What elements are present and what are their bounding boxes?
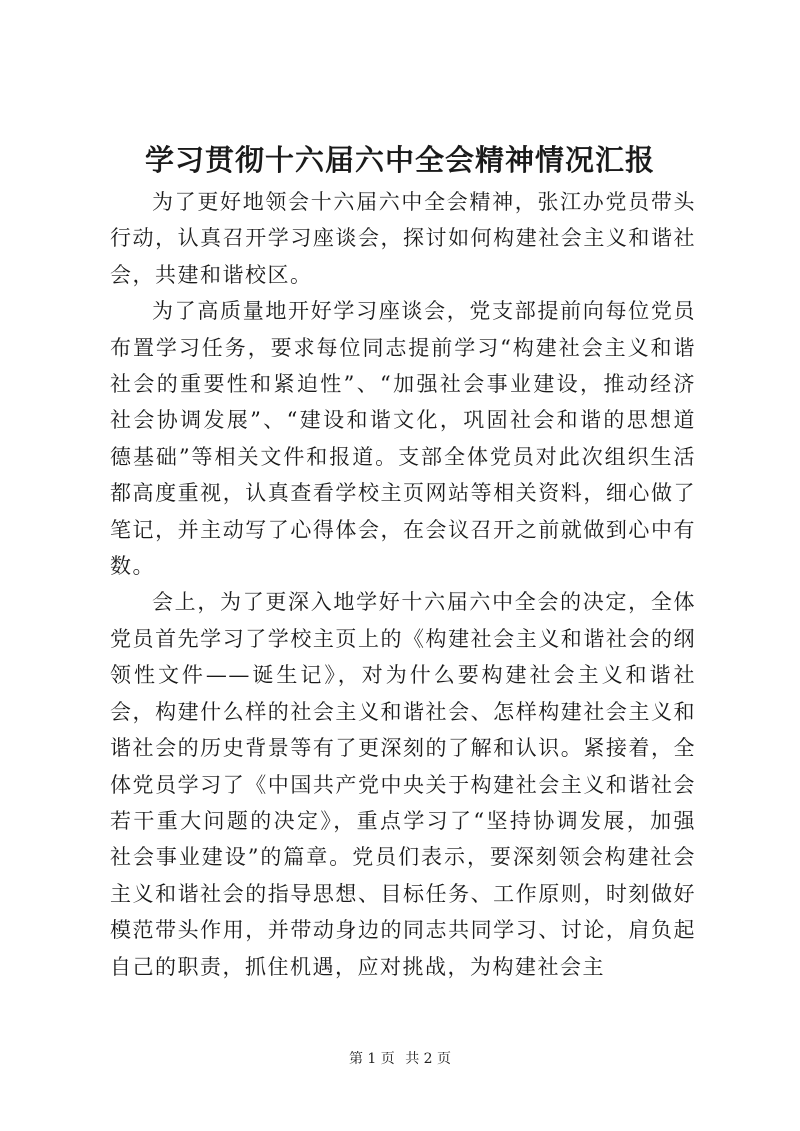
page-footer — [0, 1049, 800, 1069]
document-title: 学习贯彻十六届六中全会精神情况汇报 — [144, 143, 655, 177]
paragraph-meeting: 会上，为了更深入地学好十六届六中全会的决定，全体党员首先学习了学校主页上的《构建社会主义和谐社会的纲领性文件——诞生记》，对为什么要构建社会主义和谐社会，构建什么样的社会主义和谐社会、怎样构建社会主义和谐社会的历史背景等有了更深刻的了解和认识。紧接着，全体党员学习了《中国共产党中央关于构建社会主义和谐社会若干重大问题的决定》，重点学习了“坚持协调发展，加强社会事业建设”的篇章。党员们表示，要深刻领会构建社会主义和谐社会的指导思想、目标任务、工作原则，时刻做好模范带头作用，并带动身边的同志共同学习、讨论，肩负起自己的职责，抓住机遇，应对挑战，为构建社会主 — [110, 590, 696, 979]
page-total: 共 2 页 — [405, 1051, 452, 1067]
paragraph-intro: 为了更好地领会十六届六中全会精神，张江办党员带头行动，认真召开学习座谈会，探讨如何构建社会主义和谐社会，共建和谐校区。 — [110, 190, 696, 287]
page-number: 第 1 页 — [348, 1051, 395, 1067]
document-body — [110, 184, 696, 985]
paragraph-preparation: 为了高质量地开好学习座谈会，党支部提前向每位党员布置学习任务，要求每位同志提前学习“构建社会主义和谐社会的重要性和紧迫性”、“加强社会事业建设，推动经济社会协调发展”、“建设和谐文化，巩固社会和谐的思想道德基础”等相关文件和报道。支部全体党员对此次组织生活都高度重视，认真查看学校主页网站等相关资料，细心做了笔记，并主动写了心得体会，在会议召开之前就做到心中有数。 — [110, 299, 696, 579]
